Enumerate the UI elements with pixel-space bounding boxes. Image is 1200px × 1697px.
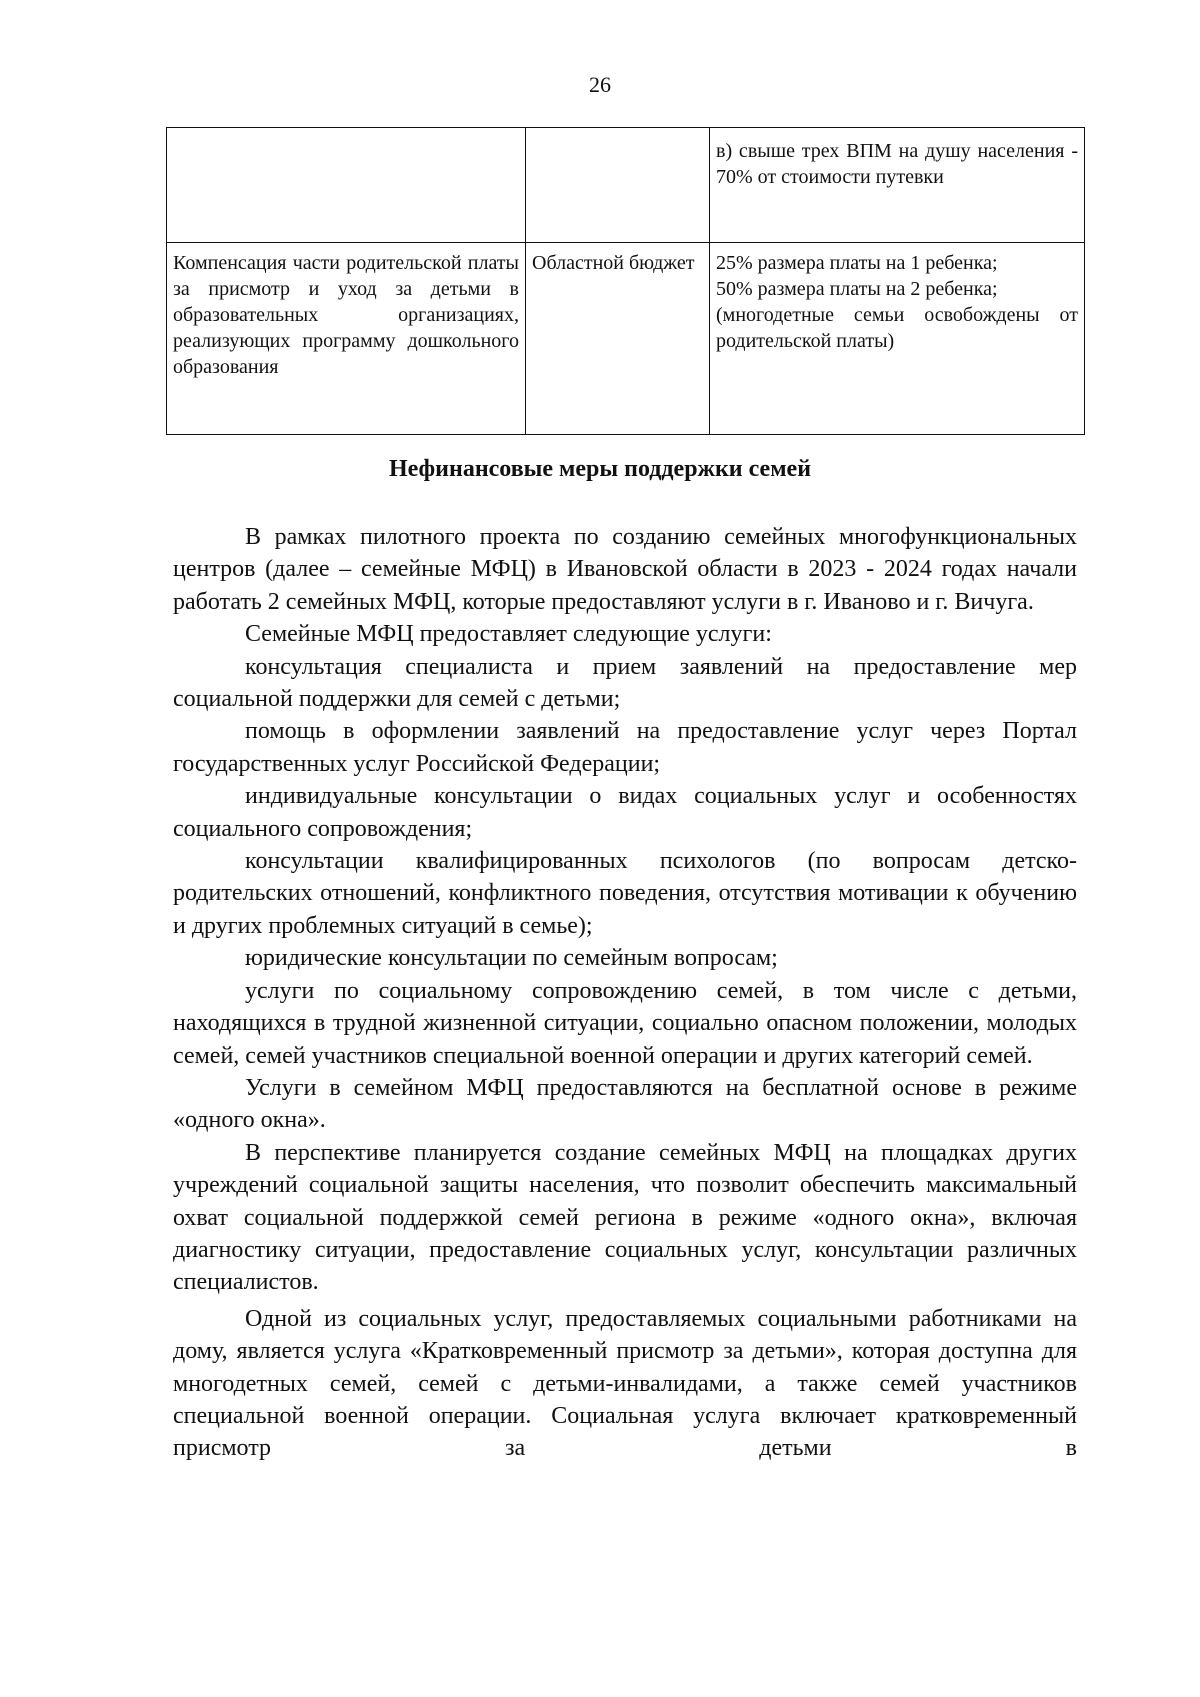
paragraph: Одной из социальных услуг, предоставляемых социальными работниками на дому, является услуга «Кратковременный присмотр за детьми», которая доступна для многодетных семей, семей с детьми-инвалидами, а также семей участников специальной военной операции. Социальная услуга включает кратковременный присмотр за детьми в [173, 1305, 1077, 1462]
list-item: юридические консультации по семейным вопросам; [245, 945, 778, 972]
cell-text: Областной бюджет [532, 252, 695, 274]
table-cell-measure [167, 128, 526, 243]
table-cell-measure [167, 243, 526, 435]
page-number: 26 [589, 72, 611, 97]
cell-text: Компенсация части родительской платы за присмотр и уход за детьми в образовательных организациях, реализующих программу дошкольного образования [173, 252, 519, 378]
paragraph: Услуги в семейном МФЦ предоставляются на бесплатной основе в режиме «одного окна». [173, 1074, 1077, 1134]
cell-text: (многодетные семьи освобождены от родительской платы) [716, 304, 1078, 352]
table-row [167, 243, 1085, 435]
list-item: консультации квалифицированных психологов (по вопросам детско-родительских отношений, конфликтного поведения, отсутствия мотивации к обучению и других проблемных ситуаций в семье); [173, 848, 1077, 939]
section-title: Нефинансовые меры поддержки семей [388, 456, 812, 482]
table-cell-amount [710, 243, 1085, 435]
list-item: индивидуальные консультации о видах социальных услуг и особенностях социального сопровождения; [173, 783, 1077, 842]
body-text [173, 521, 1077, 1465]
cell-text: 25% размера платы на 1 ребенка; [716, 252, 998, 274]
paragraph: В рамках пилотного проекта по созданию семейных многофункциональных центров (далее – семейные МФЦ) в Ивановской области в 2023 - 2024 годах начали работать 2 семейных МФЦ, которые предоставляют услуги в г. Иваново и г. Вичуга. [173, 524, 1077, 615]
table-cell-amount [710, 128, 1085, 243]
list-item: консультация специалиста и прием заявлений на предоставление мер социальной поддержки для семей с детьми; [173, 653, 1077, 713]
list-item: помощь в оформлении заявлений на предоставление услуг через Портал государственных услуг Российской Федерации; [173, 718, 1077, 777]
paragraph: Семейные МФЦ предоставляет следующие услуги: [245, 621, 772, 648]
paragraph: В перспективе планируется создание семейных МФЦ на площадках других учреждений социальной защиты населения, что позволит обеспечить максимальный охват социальной поддержкой семей региона в режиме «одного окна», включая диагностику ситуации, предоставление социальных услуг, консультации различных специалистов. [173, 1139, 1077, 1296]
list-item: услуги по социальному сопровождению семей, в том числе с детьми, находящихся в трудной жизненной ситуации, социально опасном положении, молодых семей, семей участников специальной военной операции и других категорий семей. [173, 977, 1077, 1069]
cell-text: 50% размера платы на 2 ребенка; [716, 278, 998, 300]
table-cell-source [526, 243, 710, 435]
cell-text: в) свыше трех ВПМ на душу населения - 70% от стоимости путевки [716, 140, 1078, 188]
support-measures-table [166, 127, 1085, 435]
table-cell-source [526, 128, 710, 243]
table-row [167, 128, 1085, 243]
